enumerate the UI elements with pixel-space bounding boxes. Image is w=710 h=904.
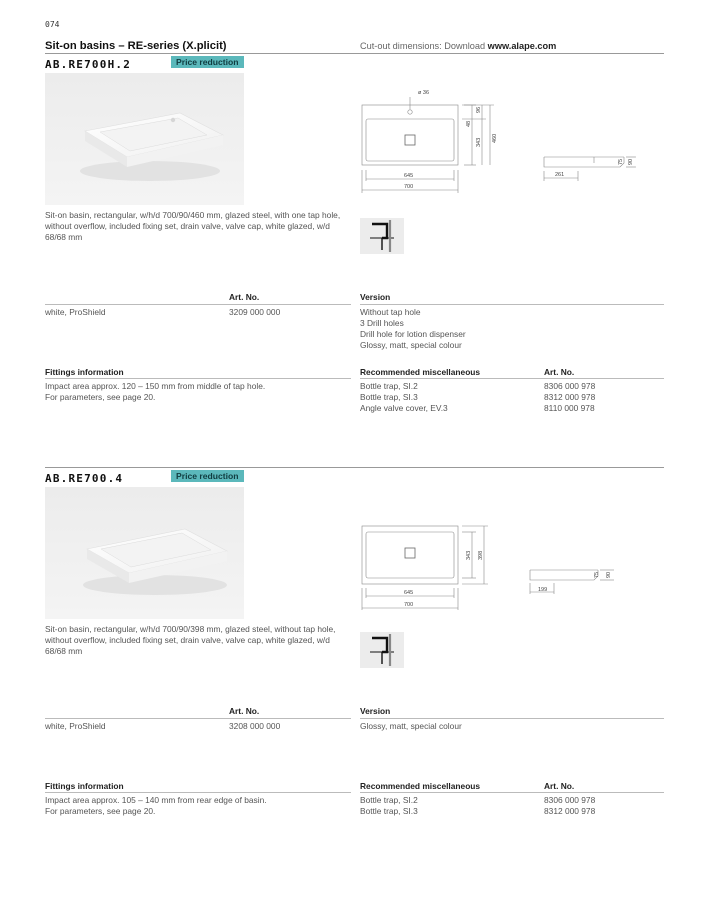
product-description: Sit-on basin, rectangular, w/h/d 700/90/398 mm, glazed steel, without tap hole, without overflow, included fixing set, drain valve, valve cap, white glazed, w/d 68/68 mm [45, 624, 336, 656]
basin-photo-illustration [45, 487, 244, 619]
misc-art-header: Art. No. [544, 781, 575, 791]
misc-header: Recommended miscellaneous [360, 367, 481, 377]
page-number: 074 [45, 20, 60, 29]
version-list [360, 721, 462, 732]
misc-rule [360, 378, 664, 379]
misc-item-name: Bottle trap, SI.2 [360, 381, 418, 391]
fittings-list [45, 381, 265, 403]
art-no-header: Art. No. [229, 292, 260, 302]
variant-name: white, ProShield [45, 721, 106, 731]
misc-item-name: Bottle trap, SI.3 [360, 806, 418, 816]
fittings-header: Fittings information [45, 367, 124, 377]
dim-75: 75 [594, 571, 600, 578]
misc-header: Recommended miscellaneous [360, 781, 481, 791]
basin-photo-illustration [45, 73, 244, 205]
misc-item-art: 8312 000 978 [544, 392, 596, 402]
header-rule [45, 53, 664, 54]
table-rule-right [360, 304, 664, 305]
version-item: 3 Drill holes [360, 318, 404, 328]
dim-90: 90 [628, 158, 634, 165]
misc-item-art: 8110 000 978 [544, 403, 595, 413]
product-description: Sit-on basin, rectangular, w/h/d 700/90/460 mm, glazed steel, with one tap hole, without overflow, included fixing set, drain valve, valve cap, white glazed, w/d 68/68 mm [45, 210, 341, 242]
misc-rule [360, 792, 664, 793]
product-code: AB.RE700H.2 [45, 58, 132, 71]
variant-name: white, ProShield [45, 307, 106, 317]
cutout-note [360, 41, 556, 51]
misc-item-name: Bottle trap, SI.3 [360, 392, 418, 402]
cutout-prefix: Cut-out dimensions: Download [360, 41, 488, 51]
dim-460: 460 [492, 133, 498, 143]
dim-96: 96 [476, 106, 482, 113]
fittings-list [45, 795, 267, 817]
price-reduction-badge: Price reduction [171, 56, 244, 68]
art-no-value: 3209 000 000 [229, 307, 281, 317]
dim-side-width: 199 [538, 587, 548, 593]
fittings-line: Impact area approx. 120 – 150 mm from middle of tap hole. [45, 381, 266, 391]
fittings-rule [45, 378, 351, 379]
mounting-pictogram-icon [360, 632, 404, 668]
version-item: Drill hole for lotion dispenser [360, 329, 466, 339]
dim-343: 343 [476, 137, 482, 147]
product-photo [45, 487, 244, 619]
art-no-header: Art. No. [229, 706, 260, 716]
dim-tap: ø 36 [418, 90, 430, 96]
fittings-header: Fittings information [45, 781, 124, 791]
misc-item-art: 8312 000 978 [544, 806, 596, 816]
version-header: Version [360, 706, 391, 716]
fittings-line: Impact area approx. 105 – 140 mm from rear edge of basin. [45, 795, 267, 805]
art-no-value: 3208 000 000 [229, 721, 281, 731]
section-divider [45, 467, 664, 468]
dim-90: 90 [606, 571, 612, 578]
misc-arts [544, 381, 595, 414]
table-rule-left [45, 304, 351, 305]
mounting-pictogram-icon [360, 218, 404, 254]
dim-outer-width: 700 [404, 184, 414, 190]
misc-item-art: 8306 000 978 [544, 381, 596, 391]
fittings-line: For parameters, see page 20. [45, 806, 156, 816]
table-rule-left [45, 718, 351, 719]
table-rule-right [360, 718, 664, 719]
version-item: Without tap hole [360, 307, 421, 317]
dim-343: 343 [466, 550, 472, 560]
version-item: Glossy, matt, special colour [360, 721, 462, 731]
dim-outer-width: 700 [404, 602, 414, 608]
dim-48: 48 [466, 120, 472, 127]
dim-side-width: 261 [555, 172, 565, 178]
product-code: AB.RE700.4 [45, 472, 124, 485]
fittings-line: For parameters, see page 20. [45, 392, 156, 402]
misc-item-name: Angle valve cover, EV.3 [360, 403, 448, 413]
price-reduction-badge: Price reduction [171, 470, 244, 482]
misc-names [360, 381, 448, 414]
cutout-link[interactable]: www.alape.com [487, 41, 557, 51]
dim-398: 398 [478, 550, 484, 560]
page-title: Sit-on basins – RE-series (X.plicit) [45, 40, 227, 52]
misc-names [360, 795, 418, 817]
technical-drawing [358, 85, 638, 195]
misc-arts [544, 795, 595, 817]
misc-art-header: Art. No. [544, 367, 575, 377]
technical-drawing [358, 520, 638, 612]
version-item: Glossy, matt, special colour [360, 340, 462, 350]
dim-75: 75 [618, 158, 624, 165]
misc-item-name: Bottle trap, SI.2 [360, 795, 418, 805]
misc-item-art: 8306 000 978 [544, 795, 596, 805]
dim-inner-width: 645 [404, 173, 414, 179]
fittings-rule [45, 792, 351, 793]
product-photo [45, 73, 244, 205]
version-list [360, 307, 466, 351]
version-header: Version [360, 292, 391, 302]
dim-inner-width: 645 [404, 590, 414, 596]
